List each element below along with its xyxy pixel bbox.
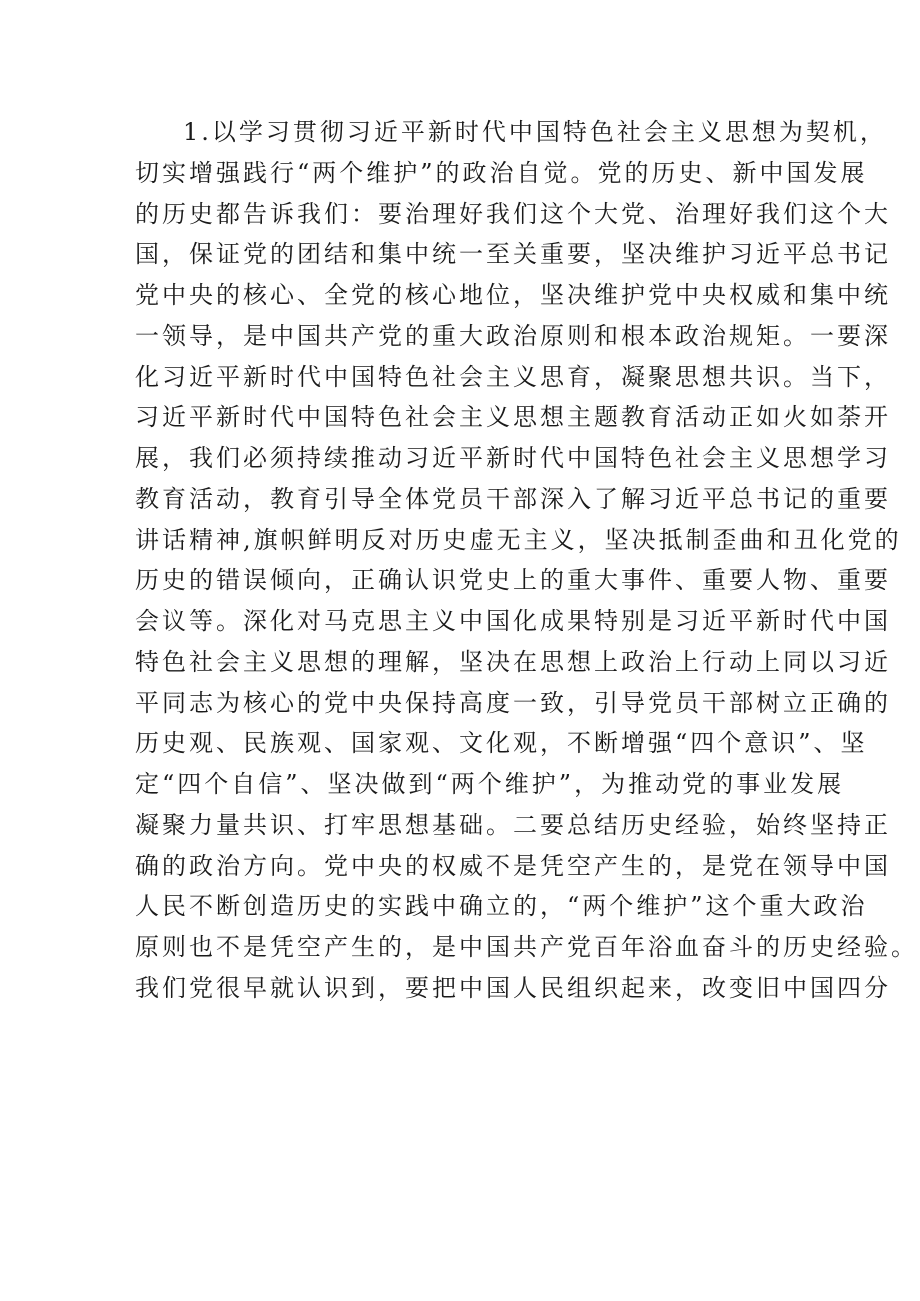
text-line: 化习近平新时代中国特色社会主义思育，凝聚思想共识。当下， xyxy=(135,362,891,391)
text-line: 讲话精神,旗帜鲜明反对历史虚无主义，坚决抵制歪曲和丑化党的 xyxy=(135,525,902,554)
text-line: 凝聚力量共识、打牢思想基础。二要总结历史经验，始终坚持正 xyxy=(135,810,891,839)
body-paragraph xyxy=(135,112,918,1009)
text-line: 特色社会主义思想的理解，坚决在思想上政治上行动上同以习近 xyxy=(135,647,891,676)
text-line: 切实增强践行“两个维护”的政治自觉。党的历史、新中国发展 xyxy=(135,158,868,187)
text-line: 我们党很早就认识到，要把中国人民组织起来，改变旧中国四分 xyxy=(135,973,891,1002)
text-line: 定“四个自信”、坚决做到“两个维护”，为推动党的事业发展 xyxy=(135,770,845,798)
text-line: 历史的错误倾向，正确认识党史上的重大事件、重要人物、重要 xyxy=(135,566,891,595)
text-line: 党中央的核心、全党的核心地位，坚决维护党中央权威和集中统 xyxy=(135,281,891,309)
text-line: 展，我们必须持续推动习近平新时代中国特色社会主义思想学习 xyxy=(135,444,891,472)
text-line: 教育活动，教育引导全体党员干部深入了解习近平总书记的重要 xyxy=(135,484,891,513)
text-line: 原则也不是凭空产生的，是中国共产党百年浴血奋斗的历史经验。 xyxy=(135,933,918,961)
text-line: 确的政治方向。党中央的权威不是凭空产生的，是党在领导中国 xyxy=(135,851,891,880)
text-line: 人民不断创造历史的实践中确立的，“两个维护”这个重大政治 xyxy=(135,892,868,921)
text-line: 习近平新时代中国特色社会主义思想主题教育活动正如火如荼开 xyxy=(135,403,891,432)
text-line: 历史观、民族观、国家观、文化观，不断增强“四个意识”、坚 xyxy=(135,729,868,758)
text-line: 一领导，是中国共产党的重大政治原则和根本政治规矩。一要深 xyxy=(135,321,891,350)
text-line: 平同志为核心的党中央保持高度一致，引导党员干部树立正确的 xyxy=(135,688,891,717)
text-line: 会议等。深化对马克思主义中国化成果特别是习近平新时代中国 xyxy=(135,607,891,635)
text-line: 1.以学习贯彻习近平新时代中国特色社会主义思想为契机， xyxy=(183,118,887,146)
text-line: 的历史都告诉我们：要治理好我们这个大党、治理好我们这个大 xyxy=(135,199,891,228)
text-line: 国，保证党的团结和集中统一至关重要，坚决维护习近平总书记 xyxy=(135,240,891,269)
